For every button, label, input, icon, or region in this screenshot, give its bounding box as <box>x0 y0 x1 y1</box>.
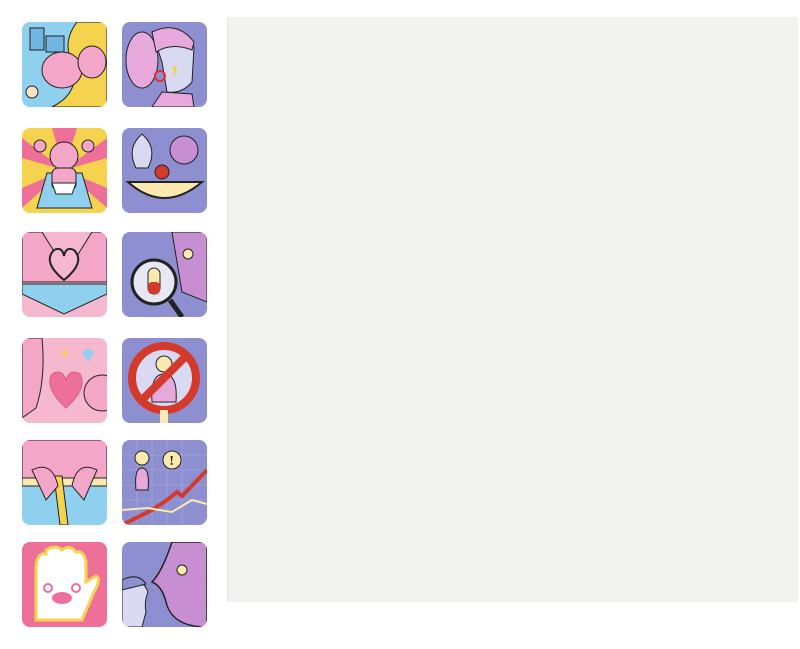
article-column-1 <box>236 91 298 97</box>
measuring-tape-waist-illustration <box>22 440 107 525</box>
crab-hand-illustration <box>22 542 107 627</box>
mother-baby-heart-illustration <box>22 338 107 423</box>
magazine-page <box>227 17 798 602</box>
man-woman-faces-illustration <box>122 542 207 627</box>
baby-breastfeeding-city-illustration <box>22 22 107 107</box>
crying-woman-ponytail-illustration <box>122 22 207 107</box>
mother-career-chart-illustration <box>122 440 207 525</box>
fruit-face-illustration <box>122 128 207 213</box>
heart-hands-belly-illustration <box>22 232 107 317</box>
svg-text:!: ! <box>169 454 175 468</box>
prohibited-breastfeeding-sign-illustration <box>122 338 207 423</box>
superhero-baby-illustration <box>22 128 107 213</box>
magnifier-pill-illustration <box>122 232 207 317</box>
